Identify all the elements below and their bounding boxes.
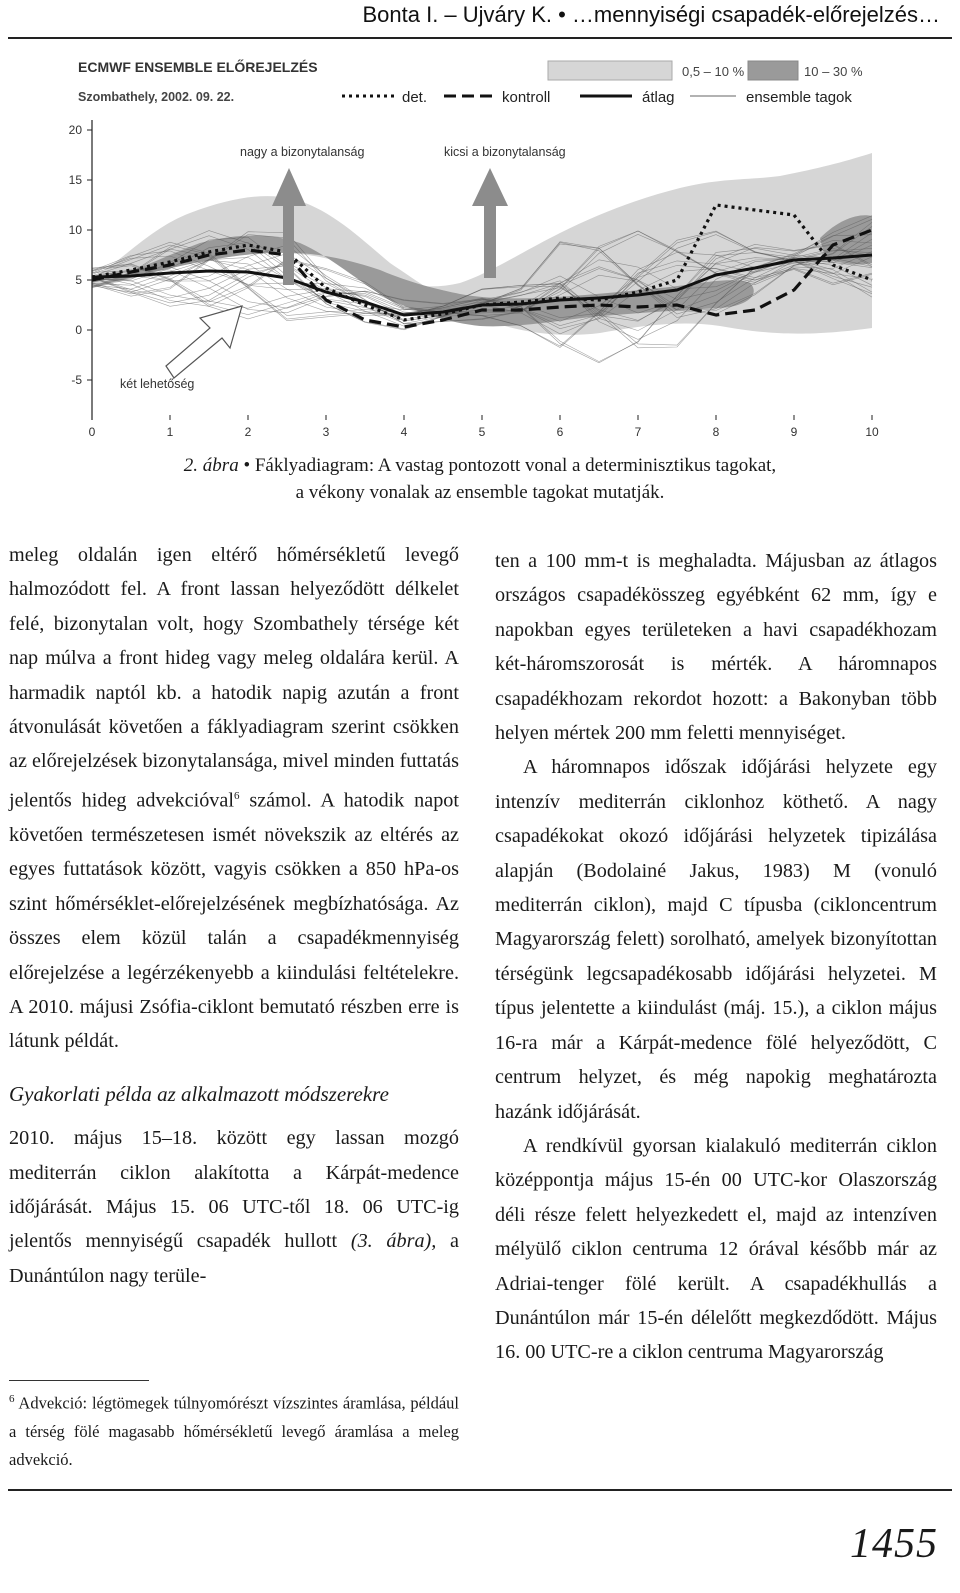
x-tick-label: 0 (88, 425, 96, 439)
section-subheading: Gyakorlati példa az alkalmazott módszerekre (9, 1081, 389, 1106)
y-tick-label: 0 (75, 323, 82, 337)
x-tick-label: 8 (712, 425, 720, 439)
fan-chart (60, 48, 890, 448)
footnote (9, 1380, 459, 1474)
caption-line2: a vékony vonalak az ensemble tagokat mutatják. (295, 482, 665, 503)
right-paragraph-1: ten a 100 mm-t is meghaladta. Májusban az átlagos országos csapadékösszeg egyébként 62 mm, így e napokban egyes területeken a havi csapadékhozam két-háromszorosát is mérték. A háromnapos csapadékhozam rekordot hozott: a Bakonyban több helyen mértek 200 mm feletti mennyiséget. (495, 550, 937, 745)
y-tick-label: 10 (68, 223, 82, 237)
left-paragraph-1: meleg oldalán igen eltérő hőmérsékletű levegő halmozódott fel. A front lassan helyeződött délkelet felé, bizonytalan volt, hogy Szombathely térsége két nap múlva a front hideg vagy meleg oldalára kerül. A harmadik naptól kb. a hatodik napig azután a front átvonulását követően a fáklyadiagram szerint csökken az előrejelzések bizonytalansága, mivel minden futtatás jelentős hideg advekcióval$^6$ számol. A hatodik napot követően természetesen ismét növekszik az eltérés az egyes futtatások között, vagyis csökken a 850 hPa-os szint hőmérséklet-előrejelzésének megbízhatósága. Az összes elem közül talán a csapadékmennyiség előrejelzése a legérzékenyebb a kiindulási feltételekre. A 2010. májusi Zsófia-ciklont bemutató részben erre is látunk példát. (9, 544, 459, 1053)
fan-chart-figure (60, 48, 890, 458)
footnote-text: Advekció: légtömegek túlnyomórészt vízszintes áramlása, például a térség fölé magasabb hőmérsékletű levegő áramlása a meleg advekció. (9, 1393, 459, 1469)
x-tick-label: 3 (322, 425, 330, 439)
arrow-two-options (166, 306, 242, 378)
x-tick-label: 7 (634, 425, 642, 439)
x-tick-label: 6 (556, 425, 564, 439)
x-tick-label: 1 (166, 425, 174, 439)
legend-det-label: det. (402, 89, 428, 106)
x-tick-label: 10 (865, 425, 879, 439)
y-tick-label: -5 (71, 373, 82, 387)
right-column (495, 544, 937, 1370)
footnote-rule (9, 1380, 149, 1381)
header-rule (8, 37, 952, 39)
footnote-number: 6 (9, 1393, 15, 1405)
running-title: Bonta I. – Ujváry K. • …mennyiségi csapadék-előrejelzés… (362, 2, 940, 27)
arrow-low-uncertainty (472, 168, 508, 278)
caption-line1: • Fáklyadiagram: A vastag pontozott vonal a determinisztikus tagokat, (238, 455, 777, 476)
left-column (9, 538, 459, 1293)
y-ticks (69, 123, 92, 387)
chart-subtitle: Szombathely, 2002. 09. 22. (78, 90, 235, 104)
footnote-ref: 6 (233, 789, 240, 802)
y-tick-label: 5 (75, 273, 82, 287)
right-paragraph-3: A rendkívül gyorsan kialakuló mediterrán ciklon középpontja május 15-én 00 UTC-kor Olaszország déli része felett helyezkedett el, majd az intenzíven mélyülő ciklon centruma 12 órával később már az Adriai-tenger fölé került. A csapadékhullás a Dunántúlon már 15-én délelőtt megkezdődött. Május 16. 00 UTC-re a ciklon centruma Magyarország (495, 1134, 937, 1364)
annotation-high: nagy a bizonytalanság (240, 145, 365, 159)
left-paragraph-2: 2010. május 15–18. között egy lassan mozgó mediterrán ciklon alakította a Kárpát-medence időjárását. Május 15. 06 UTC-től 18. 06 UTC-ig jelentős mennyiségű csapadék hullott (3. ábra), a Dunántúlon nagy terüle- (9, 1127, 459, 1287)
x-ticks (89, 415, 879, 439)
x-tick-label: 5 (478, 425, 486, 439)
y-tick-label: 20 (68, 123, 82, 137)
page-number: 1455 (850, 1521, 938, 1567)
chart-title: ECMWF ENSEMBLE ELŐREJELZÉS (78, 59, 318, 75)
figure-caption (0, 452, 960, 506)
legend-band1-label: 0,5 – 10 % (682, 64, 745, 79)
legend-band1-swatch (548, 61, 672, 80)
caption-label: 2. ábra (183, 455, 239, 476)
annotation-low: kicsi a bizonytalanság (444, 145, 566, 159)
legend-kontroll-label: kontroll (502, 89, 551, 106)
y-tick-label: 15 (68, 173, 82, 187)
legend-band2-swatch (748, 61, 798, 80)
legend-atlag-label: átlag (642, 89, 675, 106)
right-paragraph-2: A háromnapos időszak időjárási helyzete egy intenzív mediterrán ciklonhoz köthető. A nagy csapadékokat okozó időjárási helyzetek tipizálása alapján (Bodolainé Jakus, 1983) M (vonuló mediterrán ciklon), majd C típusba (cikloncentrum Magyarország felett) sorolható, amelyek bizonyítottan térségünk legcsapadékosabb időjárási helyzetei. M típus jelentette a kiindulást (máj. 15.), a ciklon május 16-ra már a Kárpát-medence fölé helyeződött, C centrum helyzet, és még napokig meghatározta hazánk időjárását. (495, 756, 937, 1123)
running-header (0, 0, 960, 38)
legend-ensemble-label: ensemble tagok (746, 89, 852, 106)
x-tick-label: 9 (790, 425, 798, 439)
x-tick-label: 4 (400, 425, 408, 439)
x-tick-label: 2 (244, 425, 252, 439)
footer-rule (8, 1489, 952, 1491)
legend-band2-label: 10 – 30 % (804, 64, 863, 79)
annotation-two: két lehetőség (120, 377, 195, 391)
